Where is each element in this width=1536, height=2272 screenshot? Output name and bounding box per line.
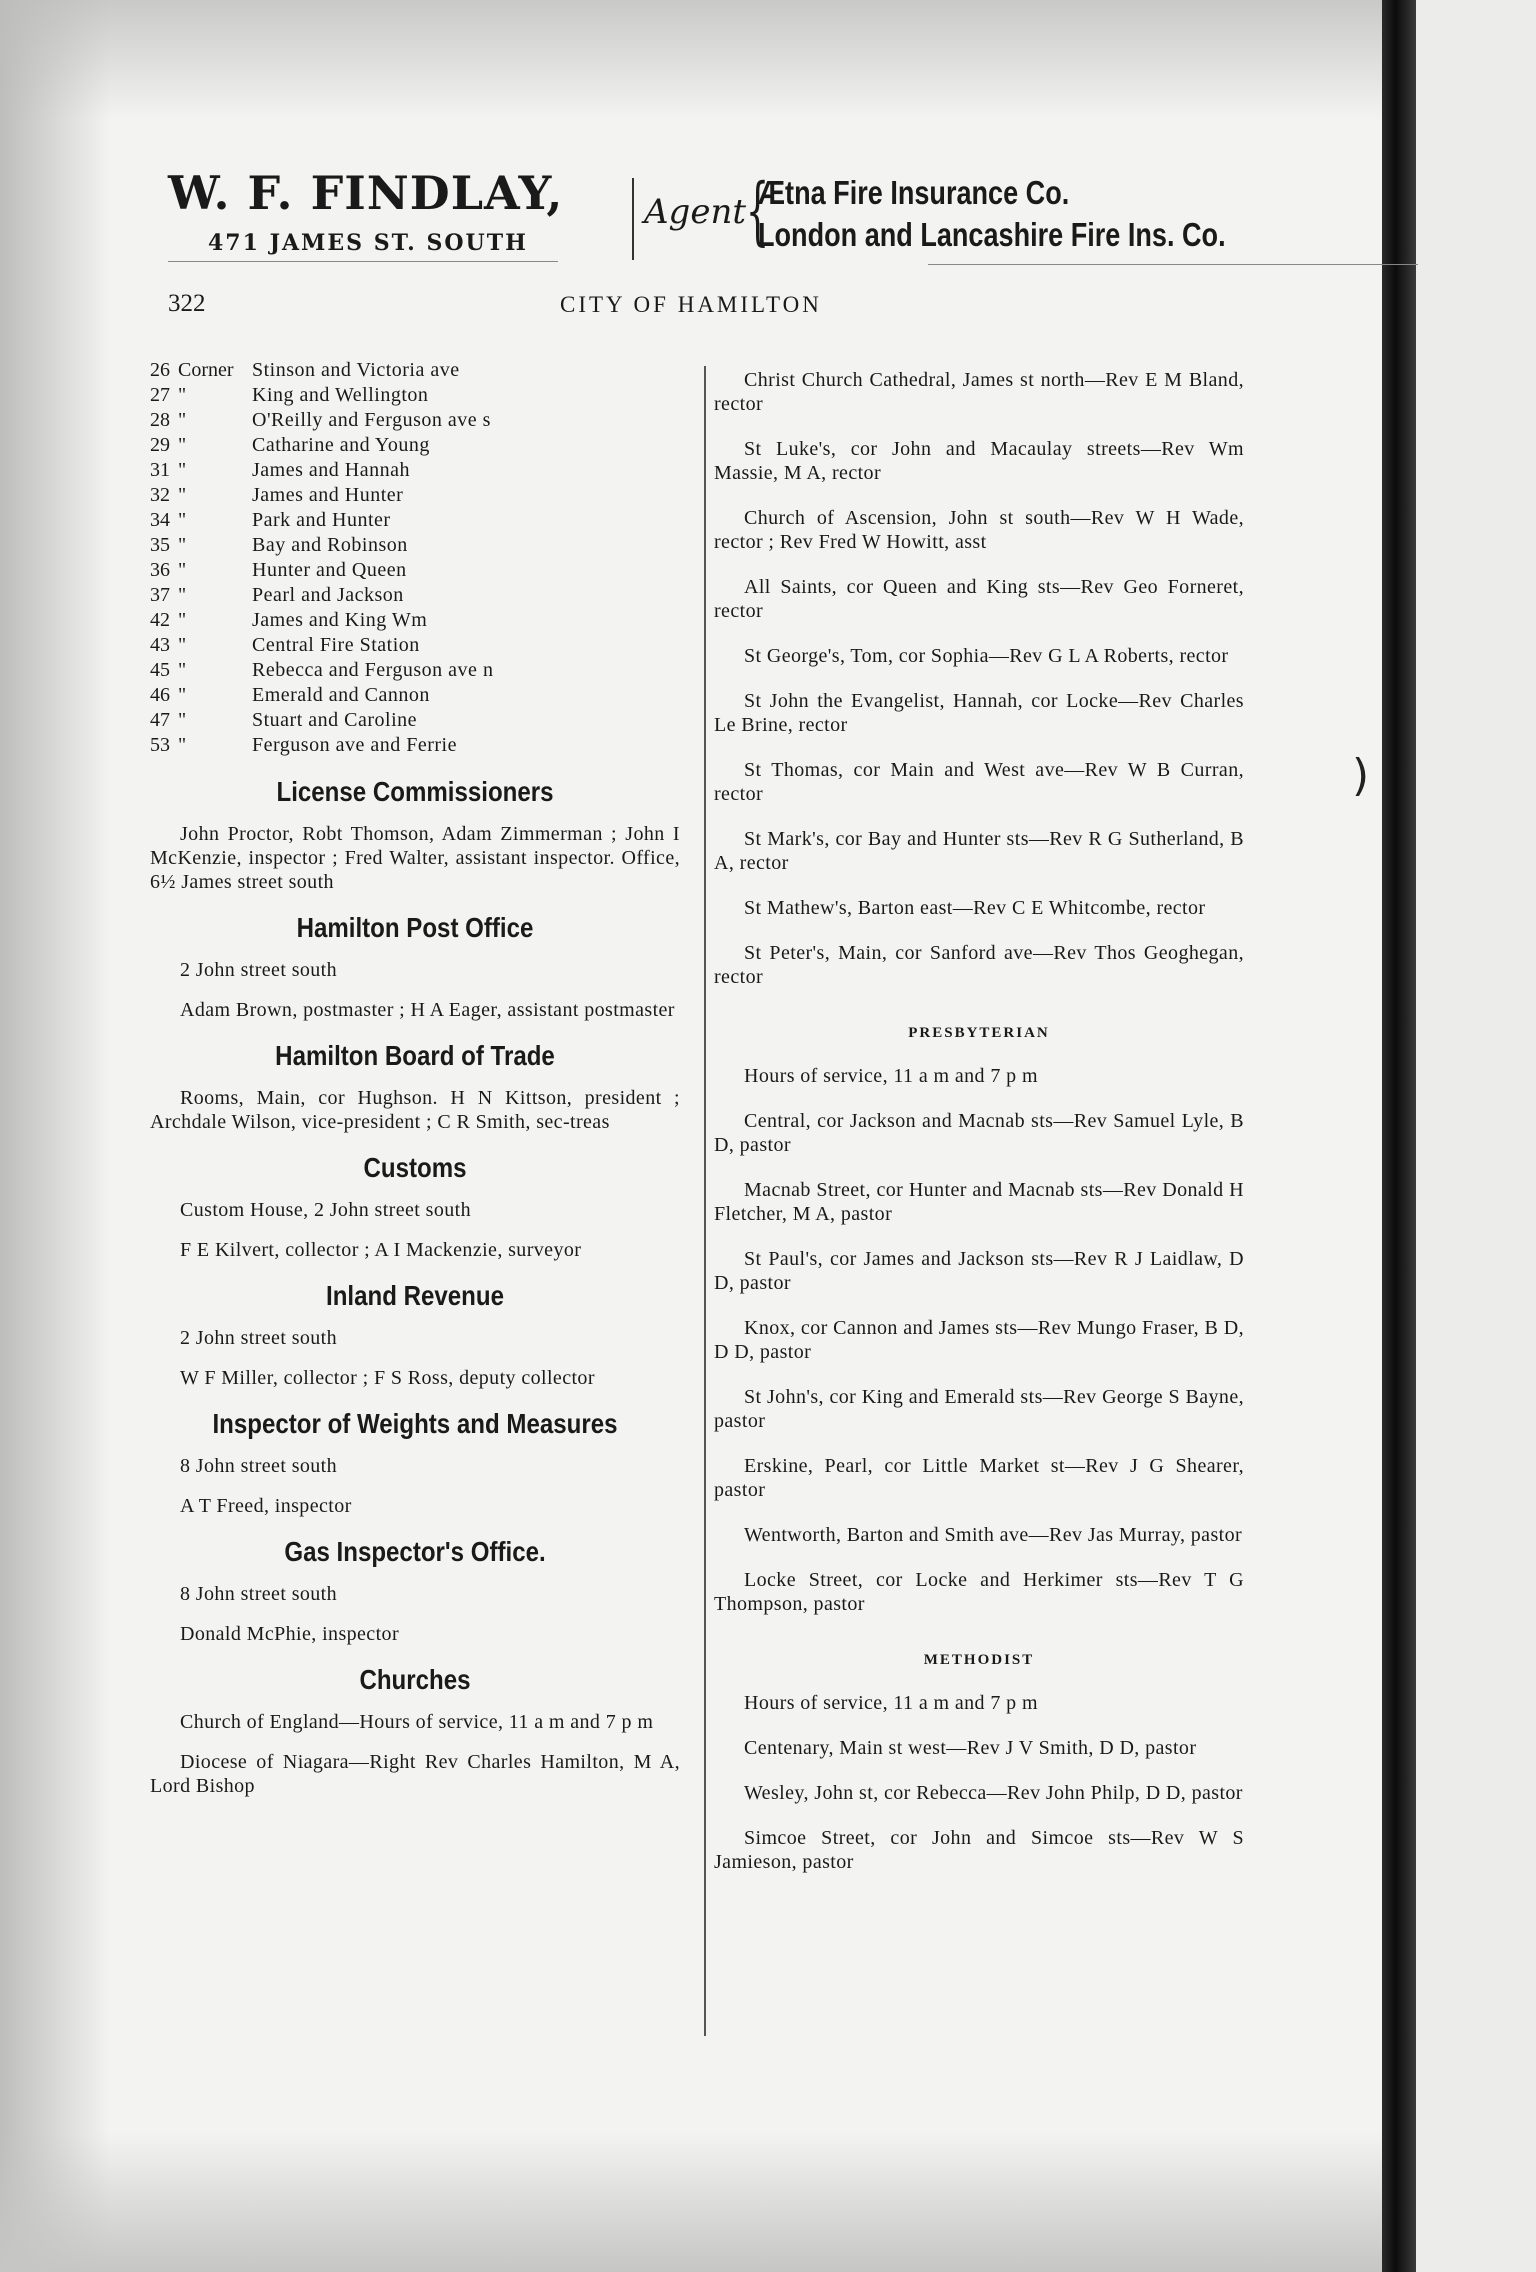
church-entry: Locke Street, cor Locke and Herkimer sts—Rev T G Thompson, pastor <box>714 1569 1244 1615</box>
alarm-box-prefix: Corner <box>178 359 234 381</box>
alarm-box-location: Ferguson ave and Ferrie <box>252 734 457 756</box>
alarm-box-location: Stinson and Victoria ave <box>252 359 460 381</box>
right-page-margin <box>1416 0 1536 2272</box>
alarm-box-row <box>150 608 680 633</box>
section-paragraph: 2 John street south <box>180 1327 338 1349</box>
directory-section <box>150 1664 680 1798</box>
agent-label: Agent <box>644 192 746 232</box>
alarm-box-location: King and Wellington <box>252 384 429 406</box>
directory-section <box>150 1040 680 1134</box>
section-paragraph: Custom House, 2 John street south <box>180 1199 471 1221</box>
section-paragraph: John Proctor, Robt Thomson, Adam Zimmerman ; John I McKenzie, inspector ; Fred Walter, assistant inspector. Office, 6½ James street south <box>150 823 680 893</box>
alarm-box-row <box>150 683 680 708</box>
alarm-box-row <box>150 458 680 483</box>
scan-shadow-bottom <box>0 2132 1536 2272</box>
section-heading: Hamilton Post Office <box>296 912 534 943</box>
alarm-box-prefix: " <box>178 584 187 606</box>
alarm-box-row <box>150 483 680 508</box>
section-paragraph: Adam Brown, postmaster ; H A Eager, assistant postmaster <box>180 999 675 1021</box>
alarm-box-row <box>150 408 680 433</box>
section-heading: Customs <box>363 1152 467 1183</box>
section-paragraph: 8 John street south <box>180 1455 338 1477</box>
alarm-box-number: 43 <box>150 634 170 656</box>
scan-shadow-left <box>0 0 110 2272</box>
alarm-box-location: Pearl and Jackson <box>252 584 404 606</box>
left-column <box>150 358 680 1814</box>
section-paragraph: Diocese of Niagara—Right Rev Charles Hamilton, M A, Lord Bishop <box>150 1751 680 1797</box>
church-entry: St John's, cor King and Emerald sts—Rev George S Bayne, pastor <box>714 1386 1244 1432</box>
pencil-mark-icon: ) <box>1352 750 1370 801</box>
alarm-box-number: 53 <box>150 734 170 756</box>
alarm-box-prefix: " <box>178 609 187 631</box>
section-heading: Inspector of Weights and Measures <box>212 1408 618 1439</box>
alarm-box-location: Hunter and Queen <box>252 559 407 581</box>
alarm-box-location: Emerald and Cannon <box>252 684 430 706</box>
church-entry: All Saints, cor Queen and King sts—Rev Geo Forneret, rector <box>714 576 1244 622</box>
alarm-box-number: 45 <box>150 659 170 681</box>
alarm-box-prefix: " <box>178 634 187 656</box>
alarm-box-location: Park and Hunter <box>252 509 391 531</box>
church-entry: St John the Evangelist, Hannah, cor Locke—Rev Charles Le Brine, rector <box>714 690 1244 736</box>
directory-section <box>150 1408 680 1518</box>
alarm-box-row <box>150 533 680 558</box>
presbyterian-heading: PRESBYTERIAN <box>908 1025 1050 1041</box>
header-divider <box>632 178 634 260</box>
alarm-box-number: 36 <box>150 559 170 581</box>
alarm-box-row <box>150 658 680 683</box>
running-title: CITY OF HAMILTON <box>560 292 822 317</box>
directory-section <box>150 1280 680 1390</box>
directory-section <box>150 1536 680 1646</box>
section-heading: Churches <box>359 1664 471 1695</box>
book-binding-edge <box>1382 0 1416 2272</box>
church-entry: St Paul's, cor James and Jackson sts—Rev R J Laidlaw, D D, pastor <box>714 1248 1244 1294</box>
section-heading: Inland Revenue <box>326 1280 504 1311</box>
alarm-box-row <box>150 583 680 608</box>
alarm-box-number: 46 <box>150 684 170 706</box>
section-heading: License Commissioners <box>276 776 554 807</box>
alarm-box-number: 31 <box>150 459 170 481</box>
alarm-box-row <box>150 508 680 533</box>
directory-section <box>150 1152 680 1262</box>
alarm-box-prefix: " <box>178 684 187 706</box>
church-entry: Macnab Street, cor Hunter and Macnab sts—Rev Donald H Fletcher, M A, pastor <box>714 1179 1244 1225</box>
church-entry: Hours of service, 11 a m and 7 p m <box>744 1692 1038 1714</box>
church-entry: Christ Church Cathedral, James st north—Rev E M Bland, rector <box>714 369 1244 415</box>
alarm-box-row <box>150 358 680 383</box>
section-paragraph: 2 John street south <box>180 959 338 981</box>
left-sections <box>150 776 680 1798</box>
directory-section <box>150 912 680 1022</box>
alarm-box-row <box>150 383 680 408</box>
alarm-box-number: 35 <box>150 534 170 556</box>
advertisement-header <box>168 166 1258 266</box>
fire-alarm-box-list <box>150 358 680 758</box>
alarm-box-number: 26 <box>150 359 170 381</box>
church-entry: Erskine, Pearl, cor Little Market st—Rev J G Shearer, pastor <box>714 1455 1244 1501</box>
anglican-church-list <box>714 368 1244 989</box>
insurance-company-2: London and Lancashire Fire Ins. Co. <box>758 216 1226 253</box>
church-entry: Simcoe Street, cor John and Simcoe sts—Rev W S Jamieson, pastor <box>714 1827 1244 1873</box>
alarm-box-location: Catharine and Young <box>252 434 430 456</box>
church-entry: Knox, cor Cannon and James sts—Rev Mungo Fraser, B D, D D, pastor <box>714 1317 1244 1363</box>
church-entry: St George's, Tom, cor Sophia—Rev G L A Roberts, rector <box>744 645 1229 667</box>
alarm-box-prefix: " <box>178 459 187 481</box>
alarm-box-prefix: " <box>178 659 187 681</box>
alarm-box-location: Bay and Robinson <box>252 534 408 556</box>
alarm-box-location: Stuart and Caroline <box>252 709 418 731</box>
alarm-box-prefix: " <box>178 434 187 456</box>
presbyterian-church-list <box>714 1064 1244 1616</box>
alarm-box-row <box>150 433 680 458</box>
church-entry: St Mark's, cor Bay and Hunter sts—Rev R G Sutherland, B A, rector <box>714 828 1244 874</box>
alarm-box-number: 37 <box>150 584 170 606</box>
alarm-box-prefix: " <box>178 409 187 431</box>
church-entry: Hours of service, 11 a m and 7 p m <box>744 1065 1038 1087</box>
section-heading: Gas Inspector's Office. <box>284 1536 546 1567</box>
alarm-box-location: James and King Wm <box>252 609 428 631</box>
alarm-box-location: O'Reilly and Ferguson ave s <box>252 409 491 431</box>
alarm-box-row <box>150 708 680 733</box>
header-rule-left <box>168 261 558 262</box>
alarm-box-prefix: " <box>178 709 187 731</box>
section-paragraph: 8 John street south <box>180 1583 338 1605</box>
church-entry: Central, cor Jackson and Macnab sts—Rev Samuel Lyle, B D, pastor <box>714 1110 1244 1156</box>
alarm-box-prefix: " <box>178 484 187 506</box>
brace-icon: { <box>745 168 770 254</box>
church-entry: St Luke's, cor John and Macaulay streets—Rev Wm Massie, M A, rector <box>714 438 1244 484</box>
alarm-box-row <box>150 633 680 658</box>
methodist-heading: METHODIST <box>923 1652 1035 1668</box>
alarm-box-prefix: " <box>178 384 187 406</box>
alarm-box-row <box>150 558 680 583</box>
church-entry: St Peter's, Main, cor Sanford ave—Rev Thos Geoghegan, rector <box>714 942 1244 988</box>
alarm-box-location: James and Hunter <box>252 484 404 506</box>
alarm-box-number: 47 <box>150 709 170 731</box>
alarm-box-row <box>150 733 680 758</box>
alarm-box-number: 27 <box>150 384 170 406</box>
church-entry: Centenary, Main st west—Rev J V Smith, D D, pastor <box>744 1737 1197 1759</box>
alarm-box-location: Central Fire Station <box>252 634 420 656</box>
alarm-box-number: 29 <box>150 434 170 456</box>
church-entry: St Mathew's, Barton east—Rev C E Whitcombe, rector <box>744 897 1206 919</box>
advertiser-name: W. F. FINDLAY, <box>168 166 564 220</box>
alarm-box-prefix: " <box>178 534 187 556</box>
section-heading: Hamilton Board of Trade <box>275 1040 555 1071</box>
section-paragraph: F E Kilvert, collector ; A I Mackenzie, surveyor <box>180 1239 582 1261</box>
scan-shadow-top <box>0 0 1536 120</box>
header-rule-right <box>928 264 1418 265</box>
church-entry: Church of Ascension, John st south—Rev W H Wade, rector ; Rev Fred W Howitt, asst <box>714 507 1244 553</box>
section-paragraph: Church of England—Hours of service, 11 a m and 7 p m <box>180 1711 654 1733</box>
alarm-box-number: 32 <box>150 484 170 506</box>
alarm-box-prefix: " <box>178 509 187 531</box>
column-divider <box>704 366 706 2036</box>
alarm-box-number: 34 <box>150 509 170 531</box>
alarm-box-number: 42 <box>150 609 170 631</box>
section-paragraph: Rooms, Main, cor Hughson. H N Kittson, president ; Archdale Wilson, vice-president ; C R Smith, sec-treas <box>150 1087 680 1133</box>
page-number: 322 <box>168 290 206 317</box>
church-entry: Wesley, John st, cor Rebecca—Rev John Philp, D D, pastor <box>744 1782 1243 1804</box>
church-entry: St Thomas, cor Main and West ave—Rev W B Curran, rector <box>714 759 1244 805</box>
advertiser-address: 471 JAMES ST. SOUTH <box>208 230 528 256</box>
church-entry: Wentworth, Barton and Smith ave—Rev Jas Murray, pastor <box>744 1524 1243 1546</box>
section-paragraph: Donald McPhie, inspector <box>180 1623 400 1645</box>
methodist-church-list <box>714 1691 1244 1874</box>
alarm-box-prefix: " <box>178 734 187 756</box>
section-paragraph: A T Freed, inspector <box>180 1495 352 1517</box>
alarm-box-prefix: " <box>178 559 187 581</box>
alarm-box-number: 28 <box>150 409 170 431</box>
alarm-box-location: Rebecca and Ferguson ave n <box>252 659 494 681</box>
alarm-box-location: James and Hannah <box>252 459 410 481</box>
insurance-company-1: Ætna Fire Insurance Co. <box>758 174 1070 211</box>
right-column <box>714 368 1244 1895</box>
section-paragraph: W F Miller, collector ; F S Ross, deputy collector <box>180 1367 595 1389</box>
directory-section <box>150 776 680 894</box>
